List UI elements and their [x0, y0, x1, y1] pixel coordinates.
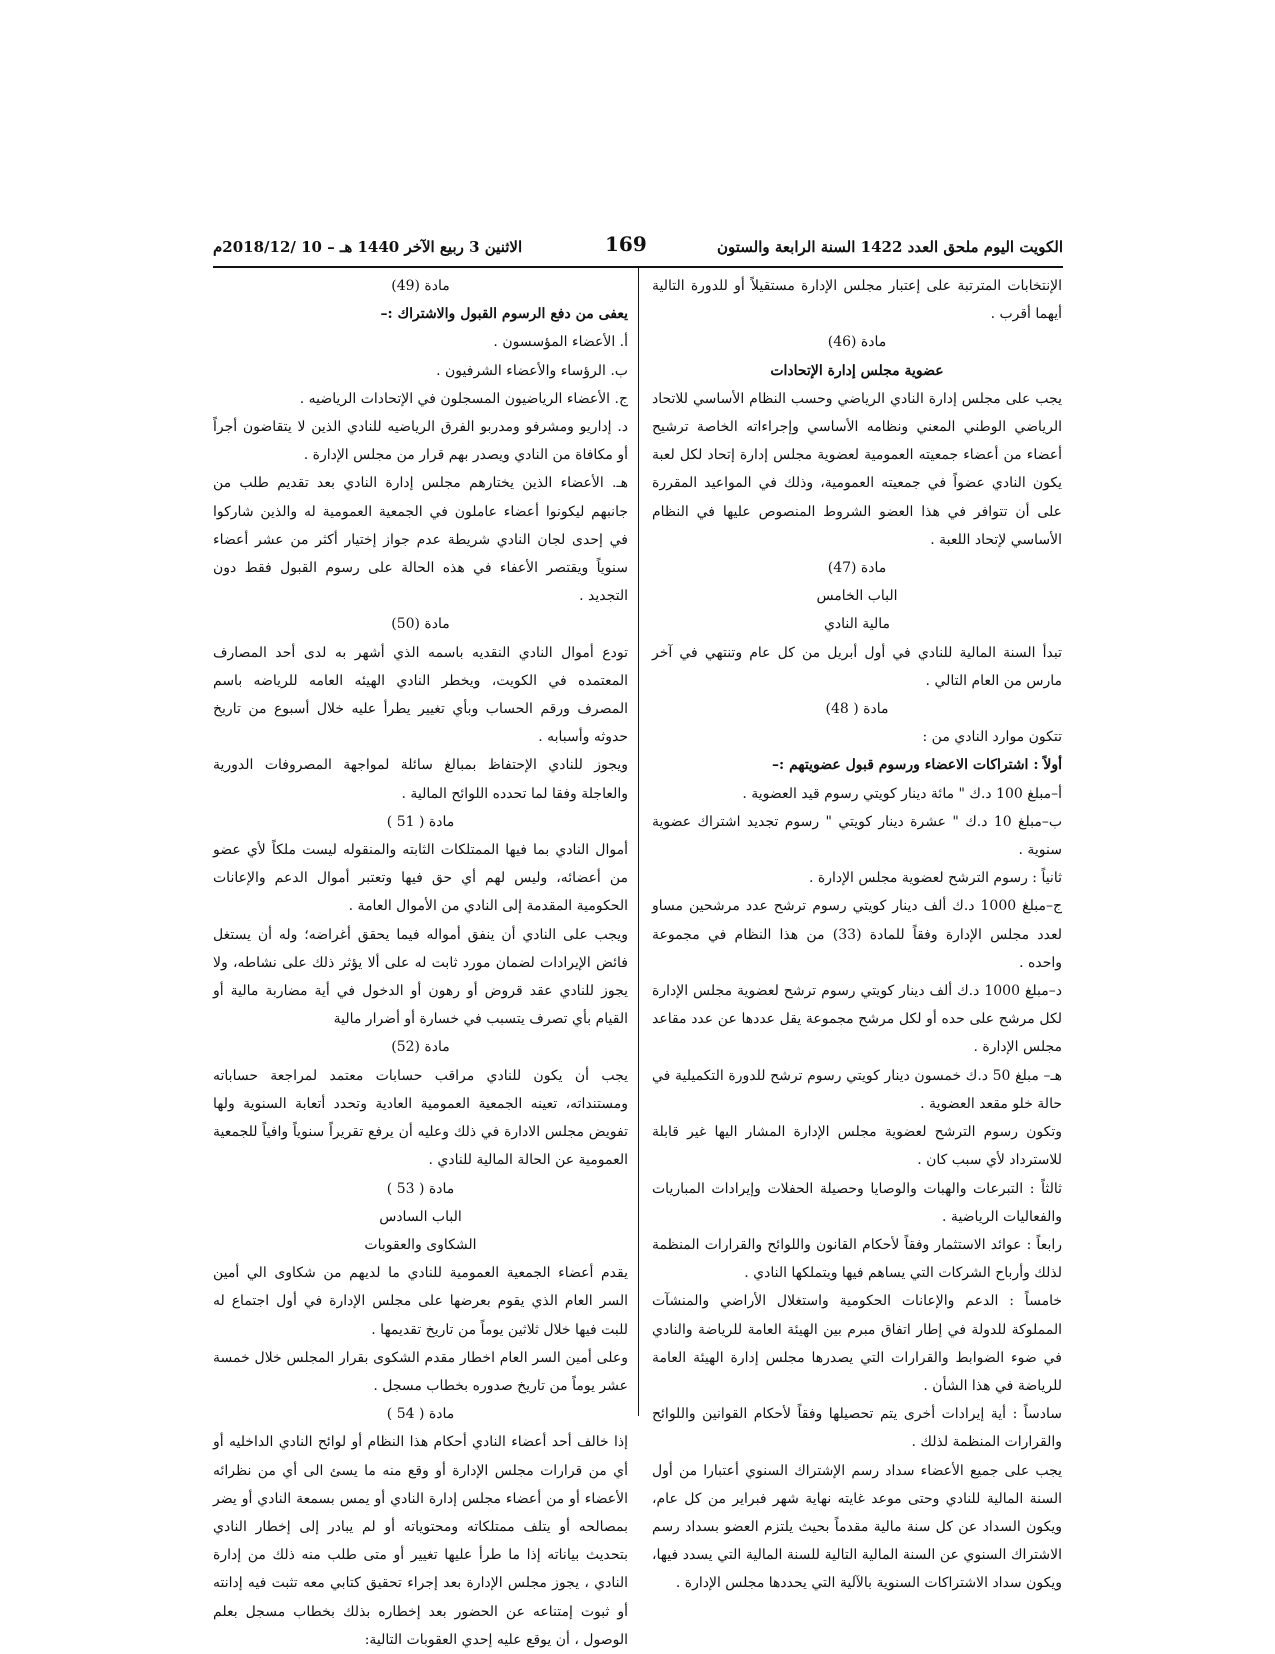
article-heading: مادة (50) — [391, 616, 450, 633]
paragraph: ب. الرؤساء والأعضاء الشرفيون . — [436, 362, 628, 379]
paragraph: الإنتخابات المترتبة على إعتبار مجلس الإدارة مستقيلاً أو للدورة التالية أيهما أقرب . — [652, 278, 1062, 323]
paragraph: أ. الأعضاء المؤسسون . — [493, 334, 628, 351]
left-column — [213, 272, 628, 1654]
article-heading: مادة ( 48) — [825, 701, 889, 718]
paragraph: يجب على مجلس إدارة النادي الرياضي وحسب النظام الأساسي للاتحاد الرياضي الوطني المعني ونظامه الأساسي وإجراءاته الخاصة ترشيح أعضاء من أعضاء جمعيته العمومية لعضوية مجلس إدارة إتحاد لكل لعبة يكون النادي عضواً في جمعيته العمومية، وذلك في المواعيد المقررة على أن تتوافر في هذا العضو الشروط المنصوص عليها في النظام الأساسي لإتحاد اللعبة . — [652, 390, 1062, 548]
paragraph: ج. الأعضاء الرياضيون المسجلون في الإتحادات الرياضيه . — [299, 390, 628, 407]
paragraph: د. إداريو ومشرفو ومدربو الفرق الرياضيه للنادي الذين لا يتقاضون أجراً أو مكافاة من النادي ويصدر بهم قرار من مجلس الإدارة . — [213, 419, 628, 464]
paragraph: ب–مبلغ 10 د.ك " عشرة دينار كويتي " رسوم تجديد اشتراك عضوية سنوية . — [652, 813, 1062, 859]
section-heading: عضوية مجلس إدارة الإتحادات — [770, 362, 944, 379]
paragraph: يجب أن يكون للنادي مراقب حسابات معتمد لمراجعة حساباته ومستنداته، تعينه الجمعية العمومية العادية وتحدد أتعابة السنوية ولها تفويض مجلس الادارة في ذلك وعليه أن يرفع تقريراً سنوياً وافياً للجمعية العمومية عن الحالة المالية للنادي . — [213, 1067, 628, 1169]
paragraph: د–مبلغ 1000 د.ك ألف دينار كويتي رسوم ترشح لعضوية مجلس الإدارة لكل مرشح على حده أو لكل مرشح مجموعة يقل عددها عن عدد مقاعد مجلس الإدارة . — [652, 983, 1062, 1056]
paragraph: ويجوز للنادي الإحتفاظ بمبالغ سائلة لمواجهة المصروفات الدورية والعاجلة وفقا لما تحدده اللوائح المالية . — [213, 757, 628, 802]
article-heading: مادة (49) — [391, 278, 450, 294]
paragraph: ثالثاً : التبرعات والهبات والوصايا وحصيلة الحفلات وإيرادات المباريات والفعاليات الرياضية . — [652, 1180, 1062, 1225]
paragraph: ثانياً : رسوم الترشح لعضوية مجلس الإدارة . — [808, 870, 1062, 887]
article-heading: مادة (46) — [827, 334, 887, 351]
article-heading: مالية النادي — [823, 616, 891, 633]
paragraph: أموال النادي بما فيها الممتلكات الثابته والمنقوله ليست ملكاً لأي عضو من أعضائه، وليس لهم أي حق فيها وتعتبر أموال الدعم والإعانات الحكومية المقدمة إلى النادي من الأموال العامة . — [213, 842, 628, 915]
page-header — [213, 232, 1063, 264]
column-divider — [638, 268, 639, 1416]
bold-paragraph: أولاً : اشتراكات الاعضاء ورسوم قبول عضويتهم :– — [772, 757, 1062, 774]
paragraph: وتكون رسوم الترشح لعضوية مجلس الإدارة المشار اليها غير قابلة للاسترداد لأي سبب كان . — [652, 1124, 1062, 1169]
article-heading: مادة (52) — [391, 1039, 450, 1056]
paragraph: تودع أموال النادي النقديه باسمه الذي أشهر به لدى أحد المصارف المعتمده في الكويت، ويخطر النادي الهيئه العامه للرياضه باسم المصرف ورقم الحساب وبأي تغيير يطرأ عليه خلال أسبوع من تاريخ حدوثه وأسبابه . — [213, 644, 628, 746]
article-heading: الباب السادس — [379, 1208, 462, 1225]
article-heading: مادة ( 54 ) — [386, 1406, 455, 1423]
paragraph: تتكون موارد النادي من : — [922, 729, 1062, 746]
paragraph: ج–مبلغ 1000 د.ك ألف دينار كويتي رسوم ترشح عدد مرشحين مساو لعدد مجلس الإدارة وفقاً للمادة (33) من هذا النظام في مجموعة واحده . — [652, 898, 1063, 971]
paragraph: إذا خالف أحد أعضاء النادي أحكام هذا النظام أو لوائح النادي الداخليه أو أي من قرارات مجلس الإدارة أو وقع منه ما يسئ الى أي من نظرائه الأعضاء أو من أعضاء مجلس إدارة النادي أو يمس بسمعة النادي أو يضر بمصالحه أو يتلف ممتلكاته ومحتوياته أو لم يبادر إلى إخطار النادي بتحديث بياناته إذا ما طرأ عليها تغيير أو متى طلب منه ذلك من إدارة النادي ، يجوز مجلس الإدارة بعد إجراء تحقيق كتابي معه تثبت فيه إدانته أو ثبوت إمتناعه عن الحضور بعد إخطاره بذلك بخطاب مسجل بعلم الوصول ، أن يوقع عليه إحدي العقوبات التالية: — [213, 1434, 628, 1648]
article-heading: مادة (47) — [827, 560, 887, 577]
paragraph: سادساً : أية إيرادات أخرى يتم تحصيلها وفقاً لأحكام القوانين واللوائح والقرارات المنظمة لذلك . — [652, 1406, 1062, 1451]
article-heading: مادة ( 51 ) — [386, 813, 455, 830]
paragraph: هـ– مبلغ 50 د.ك خمسون دينار كويتي رسوم ترشح للدورة التكميلية في حالة خلو مقعد العضوية . — [652, 1067, 1062, 1112]
paragraph: يجب على جميع الأعضاء سداد رسم الإشتراك السنوي أعتبارا من أول السنة المالية للنادي وحتى موعد غايته نهاية شهر فبراير من كل عام، ويكون السداد عن كل سنة مالية مقدماً بحيث يلتزم العضو بسداد رسم الاشتراك السنوي عن السنة المالية التالية للسنة المالية التي يسدد فيها، ويكون سداد الاشتراكات السنوية بالآلية التي يحددها مجلس الإدارة . — [652, 1462, 1062, 1592]
header-date: الاثنين 3 ربيع الآخر 1440 هـ – 10 /2018/12م — [213, 238, 523, 256]
article-heading: الباب الخامس — [816, 588, 898, 605]
paragraph: هـ. الأعضاء الذين يختارهم مجلس إدارة النادي بعد تقديم طلب من جانبهم ليكونوا أعضاء عاملون في الجمعية العمومية له والذين شاركوا في إحدى لجان النادي شريطة عدم جواز إختيار أكثر من عشر أعضاء سنوياً ويقتصر الأعفاء في هذه الحالة على رسوم القبول فقط دون التجديد . — [213, 475, 628, 605]
paragraph: وعلى أمين السر العام اخطار مقدم الشكوى بقرار المجلس خلال خمسة عشر يوماً من تاريخ صدوره بخطاب مسجل . — [213, 1349, 628, 1394]
paragraph: ويجب على النادي أن ينفق أمواله فيما يحقق أغراضه؛ وله أن يستغل فائض الإيرادات لضمان مورد ثابت له على ألا يؤثر ذلك على نشاطه، ولا يجوز للنادي عقد قروض أو رهون أو الدخول في أية مضاربة مالية أو القيام بأي تصرف يتسبب في خسارة أو أضرار مالية — [213, 926, 628, 1028]
paragraph: أ–مبلغ 100 د.ك " مائة دينار كويتي رسوم قيد العضوية . — [742, 785, 1062, 802]
right-column — [652, 272, 1062, 1598]
header-publication-info: الكويت اليوم ملحق العدد 1422 السنة الرابعة والستون — [717, 238, 1063, 256]
paragraph: يقدم أعضاء الجمعية العمومية للنادي ما لديهم من شكاوى الي أمين السر العام الذي يقوم بعرضها على مجلس الإدارة في أول اجتماع له للبت فيها خلال ثلاثين يوماً من تاريخ تقديمها . — [213, 1265, 628, 1338]
paragraph: خامساً : الدعم والإعانات الحكومية واستغلال الأراضي والمنشآت المملوكة للدولة في إطار اتفاق مبرم بين الهيئة العامة للرياضة والنادي في ضوء الضوابط والقرارات التي يصدرها مجلس إدارة الهيئة العامة للرياضة في هذا الشأن . — [652, 1293, 1062, 1394]
article-heading: مادة ( 53 ) — [386, 1180, 455, 1197]
bold-paragraph: يعفى من دفع الرسوم القبول والاشتراك :– — [380, 306, 628, 323]
article-heading: الشكاوى والعقوبات — [364, 1236, 477, 1253]
paragraph: رابعاً : عوائد الاستثمار وفقاً لأحكام القانون واللوائح والقرارات المنظمة لذلك وأرباح الشركات التي يساهم فيها ويتملكها النادي . — [652, 1236, 1062, 1282]
paragraph: تبدأ السنة المالية للنادي في أول أبريل من كل عام وتنتهي في آخر مارس من العام التالي . — [652, 644, 1062, 689]
page-number: 169 — [605, 232, 647, 256]
